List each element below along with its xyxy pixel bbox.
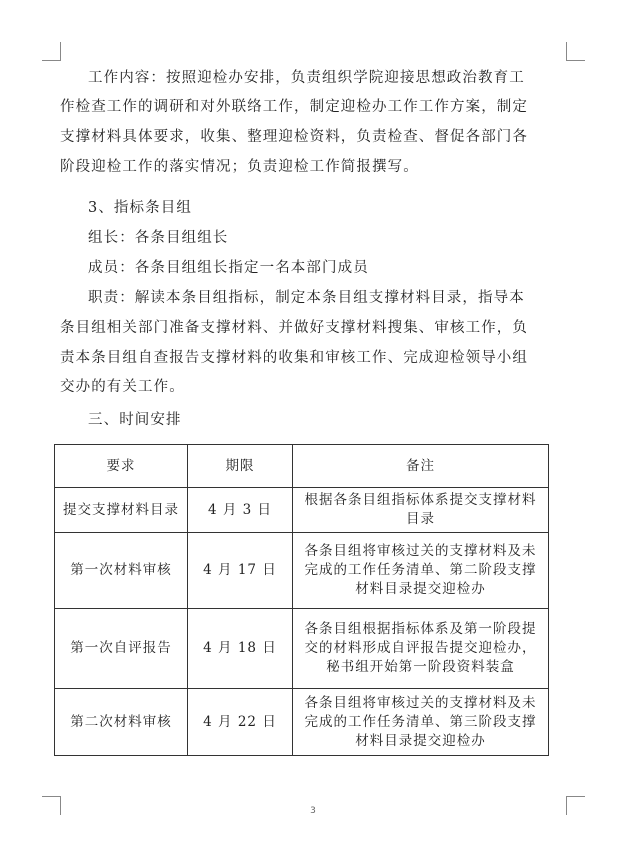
paragraph-line: 作检查工作的调研和对外联络工作，制定迎检办工作工作方案，制定 — [60, 99, 528, 115]
header-notes: 备注 — [293, 445, 549, 488]
paragraph-line: 组长：各条目组组长 — [88, 230, 229, 246]
cell-requirement: 提交支撑材料目录 — [55, 488, 188, 533]
cell-deadline: 4 月 18 日 — [188, 609, 293, 689]
page-number: 3 — [310, 806, 316, 816]
paragraph-line: 职责：解读本条目组指标，制定本条目组支撑材料目录，指导本 — [88, 290, 525, 306]
header-deadline: 期限 — [188, 445, 293, 488]
section-heading: 3、指标条目组 — [88, 200, 192, 216]
crop-mark-top-left — [42, 42, 61, 61]
table-row — [55, 533, 549, 609]
paragraph-line: 工作内容：按照迎检办安排，负责组织学院迎接思想政治教育工 — [88, 70, 525, 86]
section-heading: 三、时间安排 — [88, 412, 182, 428]
paragraph-line: 交办的有关工作。 — [60, 379, 185, 395]
paragraph-line: 责本条目组自查报告支撑材料的收集和审核工作、完成迎检领导小组 — [60, 350, 528, 366]
cell-deadline: 4 月 17 日 — [188, 533, 293, 609]
table-row — [55, 609, 549, 689]
paragraph-line: 支撑材料具体要求，收集、整理迎检资料，负责检查、督促各部门各 — [60, 129, 528, 145]
cell-requirement: 第一次自评报告 — [55, 609, 188, 689]
cell-deadline: 4 月 22 日 — [188, 689, 293, 756]
cell-notes: 各条目组根据指标体系及第一阶段提交的材料形成自评报告提交迎检办，秘书组开始第一阶段资料装盒 — [293, 609, 549, 689]
crop-mark-top-right — [566, 42, 585, 61]
paragraph-line: 条目组相关部门准备支撑材料、并做好支撑材料搜集、审核工作，负 — [60, 320, 528, 336]
table-row — [55, 488, 549, 533]
table-header-row — [55, 445, 549, 488]
cell-notes: 各条目组将审核过关的支撑材料及未完成的工作任务清单、第二阶段支撑材料目录提交迎检办 — [293, 533, 549, 609]
table-row — [55, 689, 549, 756]
paragraph-line: 阶段迎检工作的落实情况；负责迎检工作简报撰写。 — [60, 159, 419, 175]
cell-requirement: 第二次材料审核 — [55, 689, 188, 756]
paragraph-line: 成员：各条目组组长指定一名本部门成员 — [88, 260, 369, 276]
schedule-table — [54, 444, 549, 756]
cell-requirement: 第一次材料审核 — [55, 533, 188, 609]
header-requirement: 要求 — [55, 445, 188, 488]
cell-notes: 各条目组将审核过关的支撑材料及未完成的工作任务清单、第三阶段支撑材料目录提交迎检办 — [293, 689, 549, 756]
cell-notes: 根据各条目组指标体系提交支撑材料目录 — [293, 488, 549, 533]
cell-deadline: 4 月 3 日 — [188, 488, 293, 533]
